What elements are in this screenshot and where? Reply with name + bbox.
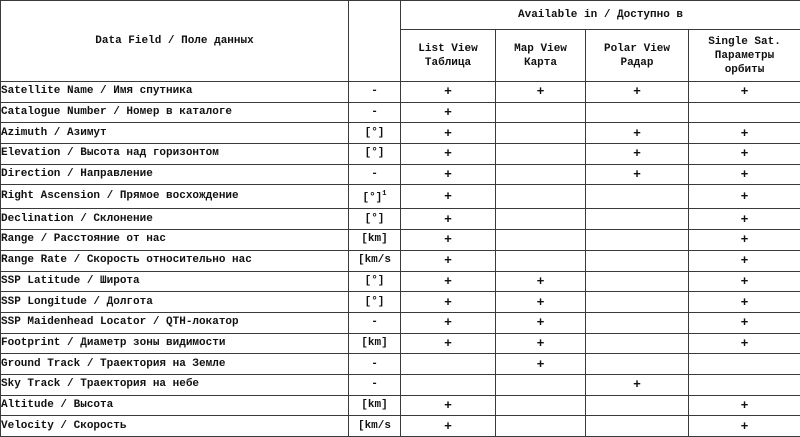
field-name: Velocity / Скорость (1, 416, 349, 437)
availability-list: + (401, 164, 496, 185)
header-label-en: Polar View (604, 43, 670, 55)
field-name: Elevation / Высота над горизонтом (1, 144, 349, 165)
availability-polar: + (586, 144, 689, 165)
header-list-view (401, 30, 496, 82)
availability-polar (586, 209, 689, 230)
header-polar-view (586, 30, 689, 82)
unit-text: - (371, 168, 378, 180)
field-unit (349, 144, 401, 165)
field-unit (349, 209, 401, 230)
field-name: Ground Track / Траектория на Земле (1, 354, 349, 375)
field-name: Footprint / Диаметр зоны видимости (1, 333, 349, 354)
availability-map: + (496, 271, 586, 292)
field-name: SSP Latitude / Широта (1, 271, 349, 292)
field-name: Direction / Направление (1, 164, 349, 185)
availability-list: + (401, 185, 496, 209)
availability-map (496, 230, 586, 251)
availability-single: + (689, 185, 800, 209)
header-label-ru-2: орбиты (725, 64, 765, 76)
availability-map: + (496, 312, 586, 333)
header-map-view (496, 30, 586, 82)
field-name: Sky Track / Траектория на небе (1, 374, 349, 395)
availability-list: + (401, 82, 496, 103)
header-available-in: Available in / Доступно в (401, 1, 800, 30)
availability-list: + (401, 144, 496, 165)
availability-polar (586, 354, 689, 375)
unit-text: - (371, 85, 378, 97)
field-unit (349, 271, 401, 292)
table-row (1, 144, 800, 165)
table-row (1, 82, 800, 103)
availability-polar: + (586, 82, 689, 103)
availability-single: + (689, 250, 800, 271)
unit-text: [km/s (358, 420, 391, 432)
unit-text: [km] (361, 233, 387, 245)
availability-list: + (401, 292, 496, 313)
field-name: Range Rate / Скорость относительно нас (1, 250, 349, 271)
table-row (1, 292, 800, 313)
availability-list (401, 354, 496, 375)
availability-single: + (689, 395, 800, 416)
field-unit (349, 354, 401, 375)
availability-single: + (689, 82, 800, 103)
availability-list: + (401, 271, 496, 292)
availability-map (496, 164, 586, 185)
availability-list: + (401, 395, 496, 416)
field-name: Declination / Склонение (1, 209, 349, 230)
availability-polar (586, 312, 689, 333)
table-row (1, 312, 800, 333)
availability-single (689, 102, 800, 123)
availability-polar (586, 271, 689, 292)
unit-text: [°] (365, 127, 385, 139)
table-row (1, 333, 800, 354)
availability-list: + (401, 312, 496, 333)
availability-map (496, 416, 586, 437)
availability-polar (586, 230, 689, 251)
header-label-ru: Радар (620, 57, 653, 69)
field-unit (349, 395, 401, 416)
table-row (1, 185, 800, 209)
unit-text: - (371, 378, 378, 390)
availability-list: + (401, 230, 496, 251)
field-unit (349, 230, 401, 251)
unit-text: [km] (361, 337, 387, 349)
unit-text: [km] (361, 399, 387, 411)
availability-list: + (401, 333, 496, 354)
availability-single: + (689, 230, 800, 251)
availability-map: + (496, 82, 586, 103)
field-name: SSP Maidenhead Locator / QTH-локатор (1, 312, 349, 333)
field-unit (349, 312, 401, 333)
field-name: Right Ascension / Прямое восхождение (1, 185, 349, 209)
header-label-ru: Параметры (715, 50, 774, 62)
unit-text: [km/s (358, 254, 391, 266)
unit-text: [°] (365, 296, 385, 308)
field-unit (349, 374, 401, 395)
availability-polar: + (586, 164, 689, 185)
field-unit (349, 164, 401, 185)
header-data-field: Data Field / Поле данных (1, 1, 349, 82)
availability-list: + (401, 416, 496, 437)
header-label-ru: Таблица (425, 57, 471, 69)
field-name: Azimuth / Азимут (1, 123, 349, 144)
field-unit (349, 333, 401, 354)
availability-polar (586, 416, 689, 437)
availability-single: + (689, 123, 800, 144)
field-unit (349, 292, 401, 313)
field-name: Altitude / Высота (1, 395, 349, 416)
availability-single: + (689, 209, 800, 230)
field-unit (349, 416, 401, 437)
availability-polar (586, 292, 689, 313)
table-row (1, 123, 800, 144)
availability-map: + (496, 333, 586, 354)
header-label-en: List View (418, 43, 477, 55)
table-row (1, 271, 800, 292)
availability-list: + (401, 102, 496, 123)
availability-single: + (689, 271, 800, 292)
header-label-en: Single Sat. (708, 36, 781, 48)
availability-list (401, 374, 496, 395)
availability-polar (586, 395, 689, 416)
table-row (1, 374, 800, 395)
unit-text: - (371, 358, 378, 370)
availability-single: + (689, 292, 800, 313)
availability-polar (586, 185, 689, 209)
availability-list: + (401, 250, 496, 271)
availability-map: + (496, 354, 586, 375)
availability-map (496, 123, 586, 144)
unit-text: - (371, 106, 378, 118)
availability-map: + (496, 292, 586, 313)
availability-map (496, 209, 586, 230)
availability-single: + (689, 312, 800, 333)
table-row (1, 164, 800, 185)
table-row (1, 395, 800, 416)
availability-map (496, 374, 586, 395)
availability-single: + (689, 144, 800, 165)
availability-polar: + (586, 123, 689, 144)
field-unit (349, 250, 401, 271)
header-single-sat (689, 30, 800, 82)
availability-single (689, 374, 800, 395)
availability-single (689, 354, 800, 375)
availability-map (496, 144, 586, 165)
unit-text: [°] (365, 275, 385, 287)
availability-single: + (689, 416, 800, 437)
table-row (1, 416, 800, 437)
field-name: Catalogue Number / Номер в каталоге (1, 102, 349, 123)
field-unit (349, 102, 401, 123)
field-name: Satellite Name / Имя спутника (1, 82, 349, 103)
field-unit (349, 123, 401, 144)
availability-list: + (401, 123, 496, 144)
unit-text: [°] (365, 147, 385, 159)
header-label-ru: Карта (524, 57, 557, 69)
unit-text: [°] (362, 192, 382, 204)
availability-polar (586, 333, 689, 354)
field-unit (349, 185, 401, 209)
table-row (1, 209, 800, 230)
field-name: SSP Longitude / Долгота (1, 292, 349, 313)
footnote-marker: 1 (382, 190, 386, 198)
field-unit (349, 82, 401, 103)
availability-polar (586, 250, 689, 271)
table-row (1, 354, 800, 375)
table-row (1, 102, 800, 123)
availability-single: + (689, 333, 800, 354)
availability-polar (586, 102, 689, 123)
field-name: Range / Расстояние от нас (1, 230, 349, 251)
availability-map (496, 185, 586, 209)
availability-single: + (689, 164, 800, 185)
header-unit (349, 1, 401, 82)
unit-text: - (371, 316, 378, 328)
availability-map (496, 395, 586, 416)
table-row (1, 250, 800, 271)
availability-polar: + (586, 374, 689, 395)
unit-text: [°] (365, 213, 385, 225)
availability-map (496, 102, 586, 123)
header-label-en: Map View (514, 43, 567, 55)
availability-map (496, 250, 586, 271)
availability-list: + (401, 209, 496, 230)
table-row (1, 230, 800, 251)
